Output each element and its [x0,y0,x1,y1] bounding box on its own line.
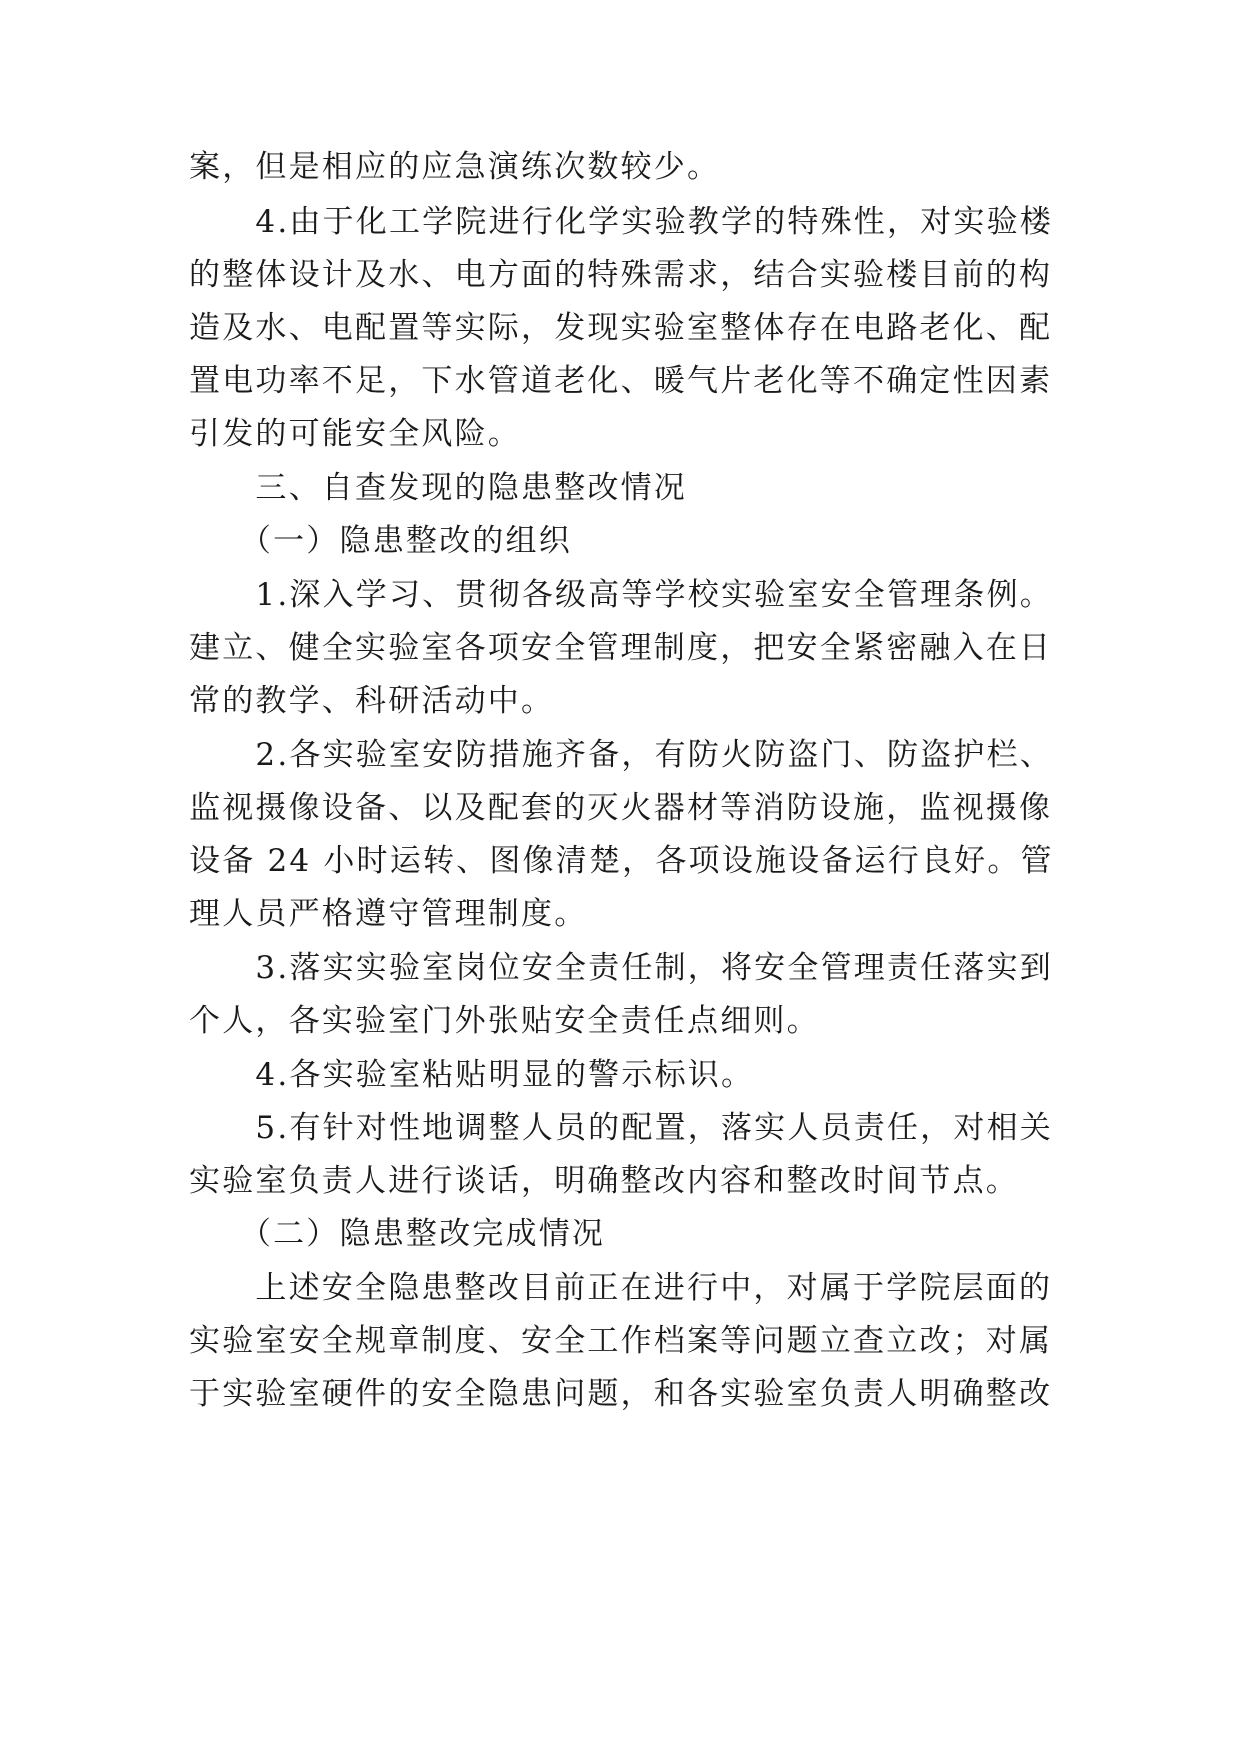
text-line: 实验室安全规章制度、安全工作档案等问题立查立改；对属 [189,1323,1053,1359]
text-line: 5.有针对性地调整人员的配置，落实人员责任，对相关 [189,1110,1053,1146]
text-line: 1.深入学习、贯彻各级高等学校实验室安全管理条例。 [189,577,1053,613]
subsection-heading: （一）隐患整改的组织 [189,523,572,559]
text-line: 案，但是相应的应急演练次数较少。 [189,149,721,185]
text-line: 4.由于化工学院进行化学实验教学的特殊性，对实验楼 [189,204,1053,240]
text-line: 2.各实验室安防措施齐备，有防火防盗门、防盗护栏、 [189,737,1053,773]
text-line: 常的教学、科研活动中。 [189,683,555,719]
text-line: 建立、健全实验室各项安全管理制度，把安全紧密融入在日 [189,630,1053,666]
section-heading: 三、自查发现的隐患整改情况 [189,470,687,506]
text-line: 上述安全隐患整改目前正在进行中，对属于学院层面的 [189,1270,1053,1306]
text-line: 设备 24 小时运转、图像清楚，各项设施设备运行良好。管 [189,843,1054,879]
text-line: 造及水、电配置等实际，发现实验室整体存在电路老化、配 [189,310,1053,346]
text-line: 3.落实实验室岗位安全责任制，将安全管理责任落实到 [189,950,1053,986]
text-line: 置电功率不足，下水管道老化、暖气片老化等不确定性因素 [189,363,1053,399]
text-line: 实验室负责人进行谈话，明确整改内容和整改时间节点。 [189,1163,1019,1199]
text-line: 于实验室硬件的安全隐患问题，和各实验室负责人明确整改 [189,1376,1053,1412]
text-line: 引发的可能安全风险。 [189,416,521,452]
text-line: 的整体设计及水、电方面的特殊需求，结合实验楼目前的构 [189,257,1053,293]
text-line: 监视摄像设备、以及配套的灭火器材等消防设施，监视摄像 [189,790,1053,826]
text-line: 4.各实验室粘贴明显的警示标识。 [189,1057,755,1093]
text-line: 个人，各实验室门外张贴安全责任点细则。 [189,1003,820,1039]
text-line: 理人员严格遵守管理制度。 [189,896,588,932]
subsection-heading: （二）隐患整改完成情况 [189,1216,606,1252]
